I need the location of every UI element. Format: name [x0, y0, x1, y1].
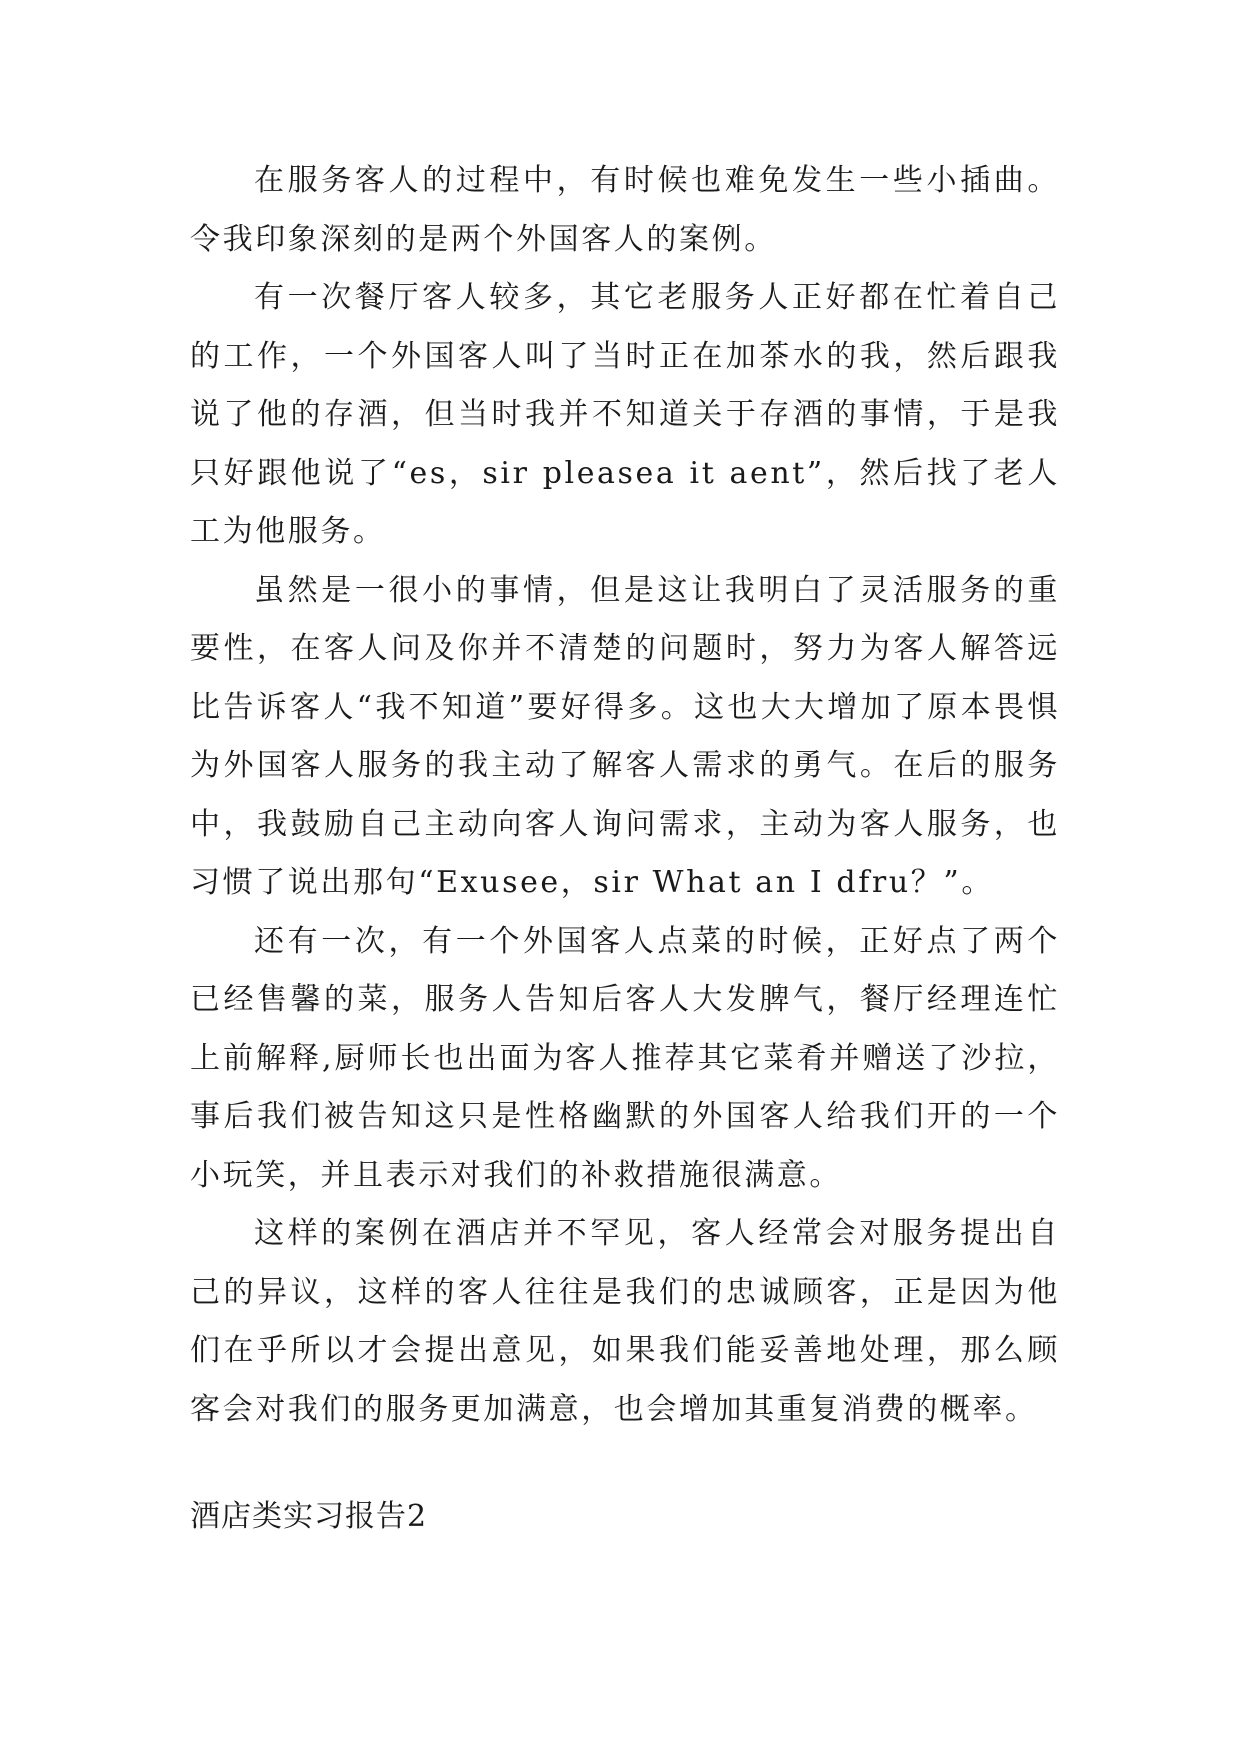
- paragraph-2: 有一次餐厅客人较多，其它老服务人正好都在忙着自己的工作，一个外国客人叫了当时正在加茶水的我，然后跟我说了他的存酒，但当时我并不知道关于存酒的事情，于是我只好跟他说了“es，sir pleasea it aent”，然后找了老人工为他服务。: [190, 280, 1060, 549]
- document-body: [190, 152, 1060, 1439]
- section-heading: 酒店类实习报告2: [190, 1499, 428, 1534]
- paragraph-5: 这样的案例在酒店并不罕见，客人经常会对服务提出自己的异议，这样的客人往往是我们的忠诚顾客，正是因为他们在乎所以才会提出意见，如果我们能妥善地处理，那么顾客会对我们的服务更加满意，也会增加其重复消费的概率。: [190, 1216, 1060, 1427]
- paragraph-1: 在服务客人的过程中，有时候也难免发生一些小插曲。令我印象深刻的是两个外国客人的案例。: [190, 163, 1060, 257]
- paragraph-3: 虽然是一很小的事情，但是这让我明白了灵活服务的重要性，在客人问及你并不清楚的问题时，努力为客人解答远比告诉客人“我不知道”要好得多。这也大大增加了原本畏惧为外国客人服务的我主动了解客人需求的勇气。在后的服务中，我鼓励自己主动向客人询问需求，主动为客人服务，也习惯了说出那句“Exusee，sir What an I dfru？”。: [190, 572, 1060, 900]
- paragraph-4: 还有一次，有一个外国客人点菜的时候，正好点了两个已经售馨的菜，服务人告知后客人大发脾气，餐厅经理连忙上前解释,厨师长也出面为客人推荐其它菜肴并赠送了沙拉，事后我们被告知这只是性格幽默的外国客人给我们开的一个小玩笑，并且表示对我们的补救措施很满意。: [190, 923, 1060, 1193]
